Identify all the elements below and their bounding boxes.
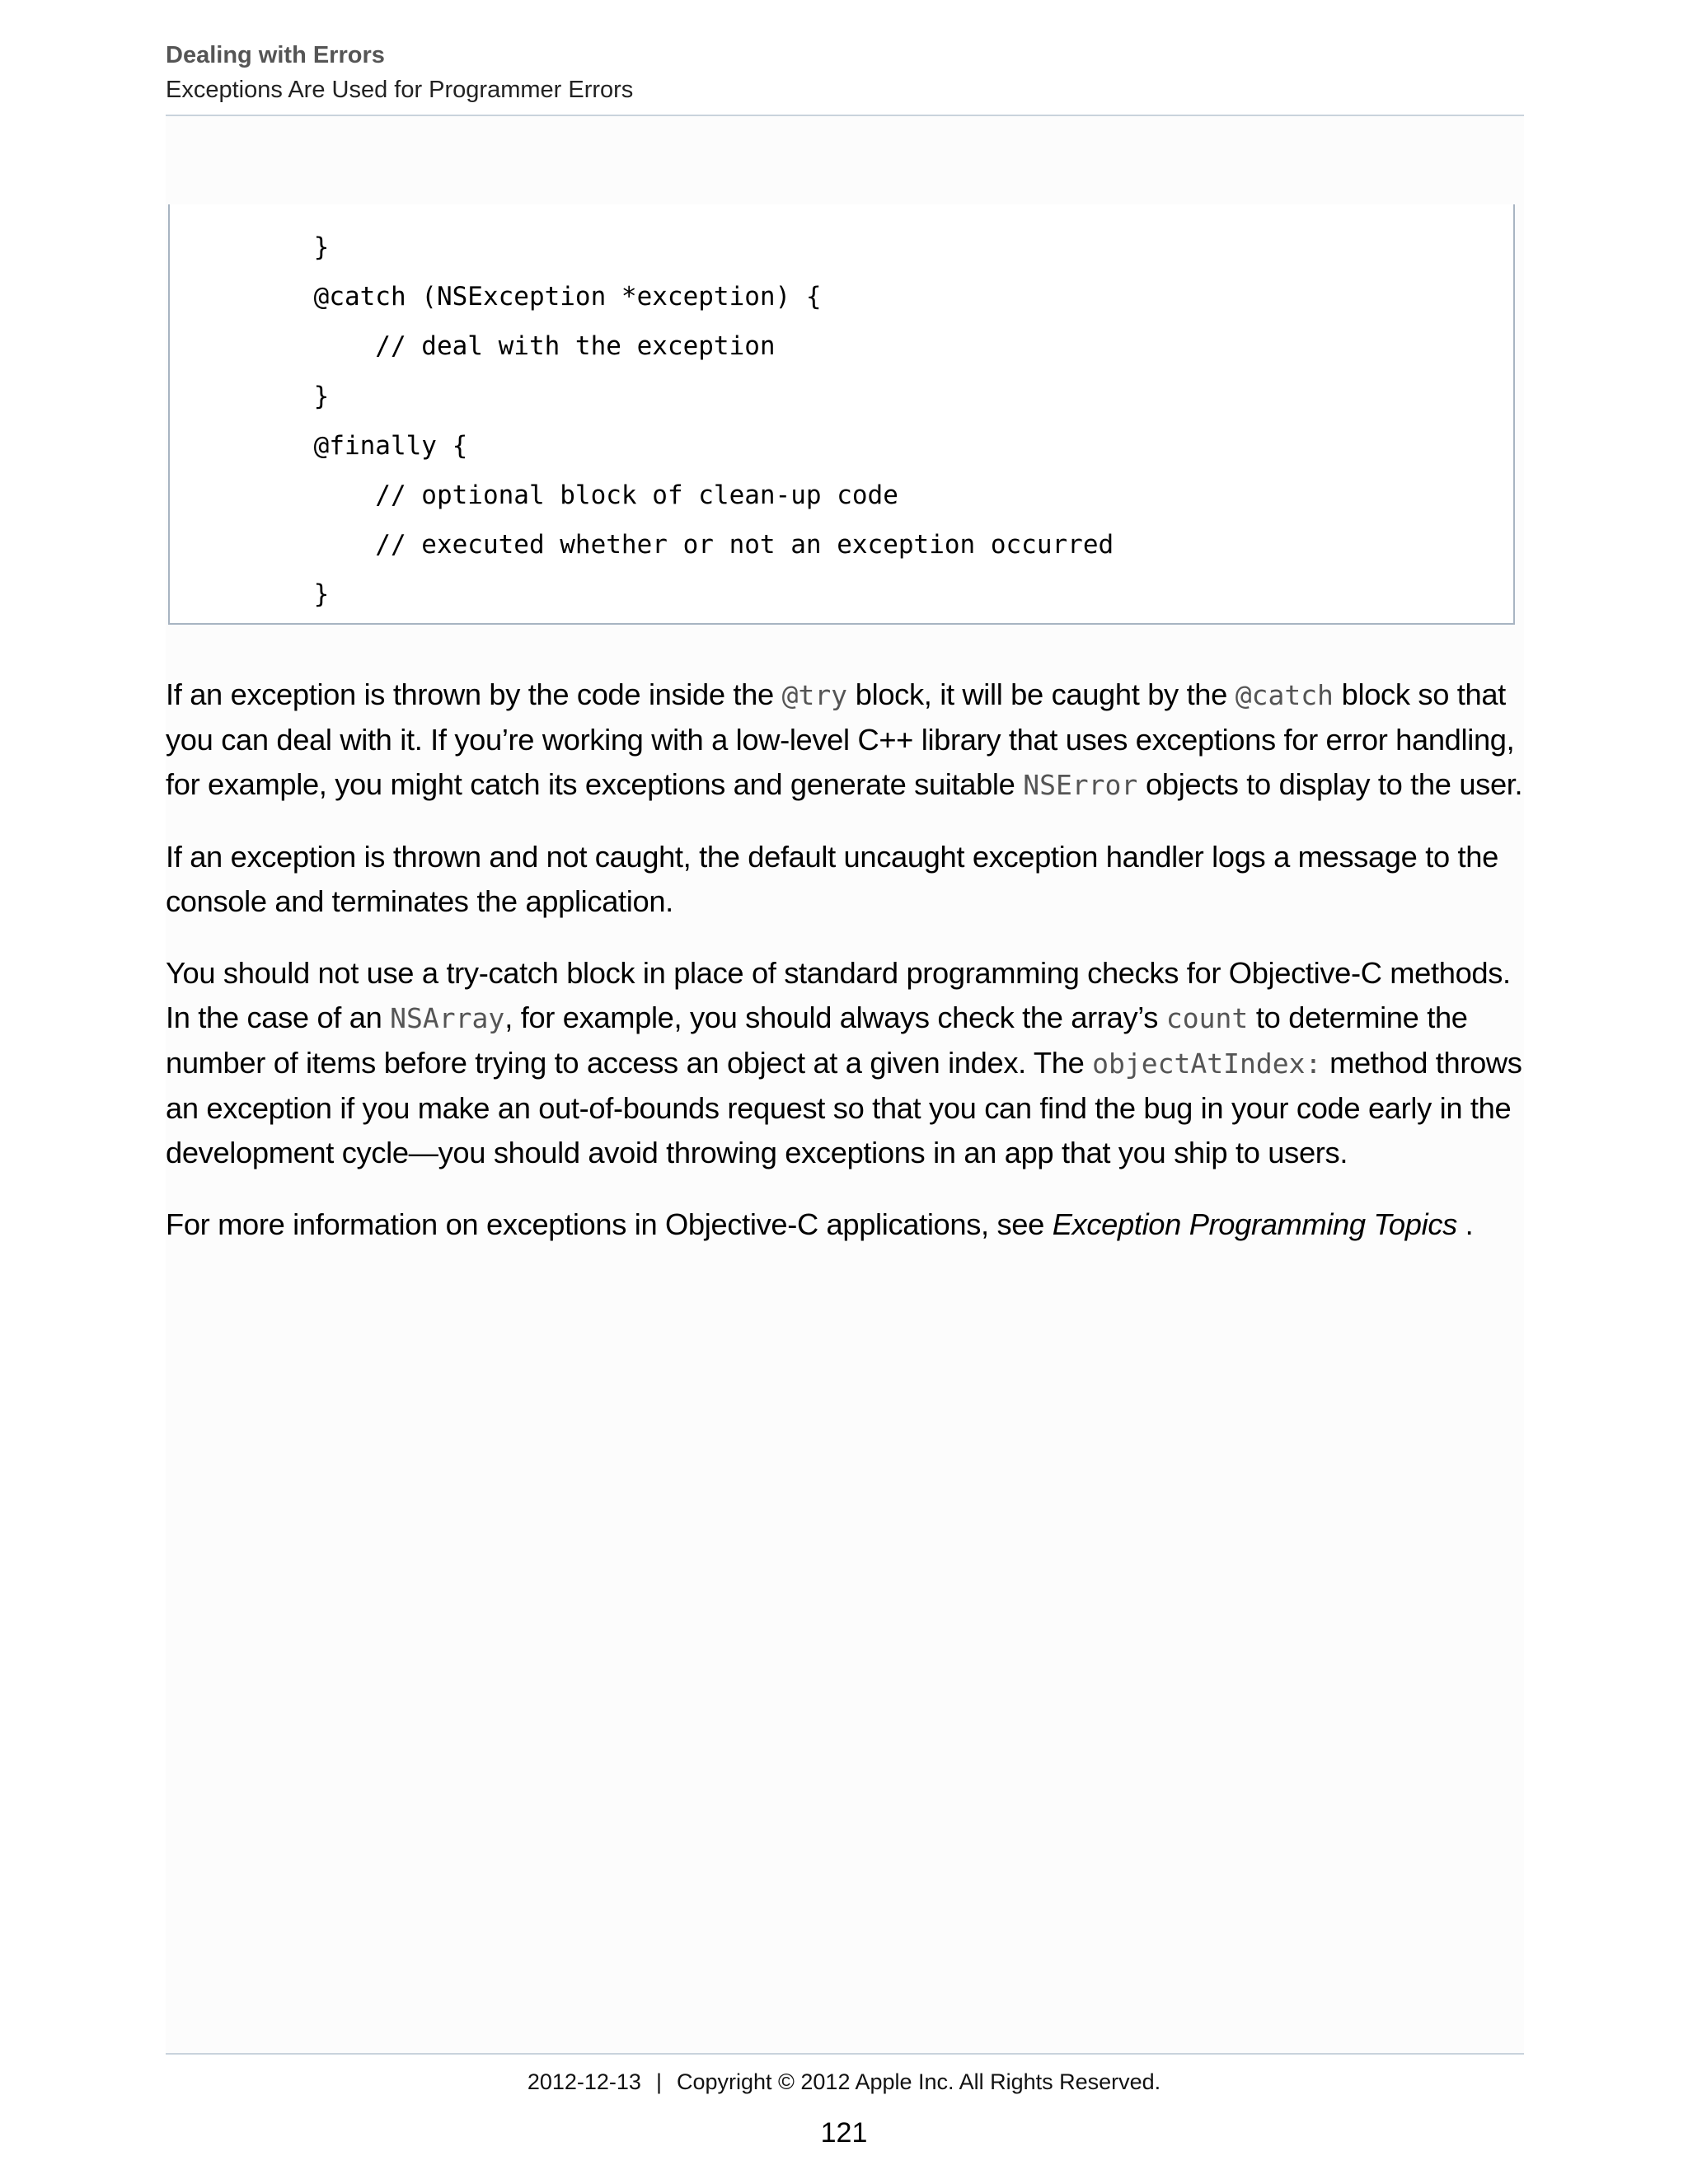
code-line: @catch (NSException *exception) { bbox=[252, 282, 822, 312]
footer-divider bbox=[166, 2053, 1524, 2055]
header-divider bbox=[166, 115, 1524, 116]
paragraph-try-catch bbox=[166, 673, 1527, 808]
code-lines bbox=[252, 223, 1114, 620]
exception-programming-topics-link[interactable]: Exception Programming Topics bbox=[1052, 1207, 1457, 1241]
code-line: // deal with the exception bbox=[252, 331, 776, 362]
footer-copyright: Copyright © 2012 Apple Inc. All Rights Reserved. bbox=[676, 2069, 1161, 2094]
text-run: objects to display to the user. bbox=[1137, 767, 1523, 801]
code-term-catch: @catch bbox=[1235, 679, 1334, 711]
paragraph-uncaught bbox=[166, 835, 1527, 924]
text-run: , for example, you should always check the array’s bbox=[504, 1001, 1166, 1034]
code-line: // optional block of clean-up code bbox=[252, 480, 898, 510]
chapter-title: Dealing with Errors bbox=[166, 42, 385, 68]
text-run: You should not use a try-catch block in place of standard programming checks for Objective-C methods. In the case of an bbox=[166, 956, 1511, 1034]
page-footer bbox=[0, 2065, 1688, 2098]
text-run: If an exception is thrown by the code inside the bbox=[166, 677, 782, 711]
text-run: method throws an exception if you make an out-of-bounds request so that you can find the bug in your code early in the development cycle—you should avoid throwing exceptions in an app that you ship to users. bbox=[166, 1046, 1522, 1169]
footer-separator: | bbox=[655, 2069, 662, 2094]
body-text bbox=[166, 673, 1527, 1274]
paragraph-checks bbox=[166, 951, 1527, 1175]
code-term-objectatindex: objectAtIndex: bbox=[1092, 1047, 1322, 1080]
code-listing bbox=[168, 204, 1515, 625]
text-run: to determine the number of items before trying to access an object at a given index. The bbox=[166, 1001, 1468, 1080]
code-term-nserror: NSError bbox=[1023, 769, 1138, 801]
code-term-count: count bbox=[1165, 1002, 1249, 1034]
code-line: } bbox=[252, 381, 330, 411]
paragraph-more-info bbox=[166, 1202, 1527, 1247]
code-term-try: @try bbox=[781, 679, 848, 711]
text-run: If an exception is thrown and not caught, the default uncaught exception handler logs a message to the console and terminates the application. bbox=[166, 840, 1498, 918]
text-run: block, it will be caught by the bbox=[847, 677, 1236, 711]
page-number: 121 bbox=[820, 2117, 868, 2149]
text-run: For more information on exceptions in Objective-C applications, see bbox=[166, 1207, 1053, 1241]
code-term-nsarray: NSArray bbox=[390, 1002, 505, 1034]
text-run: . bbox=[1456, 1207, 1474, 1241]
code-line: @finally { bbox=[252, 430, 468, 461]
code-line: // executed whether or not an exception occurred bbox=[252, 530, 1114, 560]
footer-date: 2012-12-13 bbox=[527, 2069, 641, 2094]
code-line: } bbox=[252, 232, 330, 262]
text-run: block so that you can deal with it. If you’re working with a low-level C++ library that uses exceptions for error handling, for example, you might catch its exceptions and generate suitable bbox=[166, 677, 1515, 801]
section-title: Exceptions Are Used for Programmer Errors bbox=[166, 77, 634, 103]
page-header bbox=[166, 38, 1524, 107]
code-line: } bbox=[252, 579, 330, 610]
